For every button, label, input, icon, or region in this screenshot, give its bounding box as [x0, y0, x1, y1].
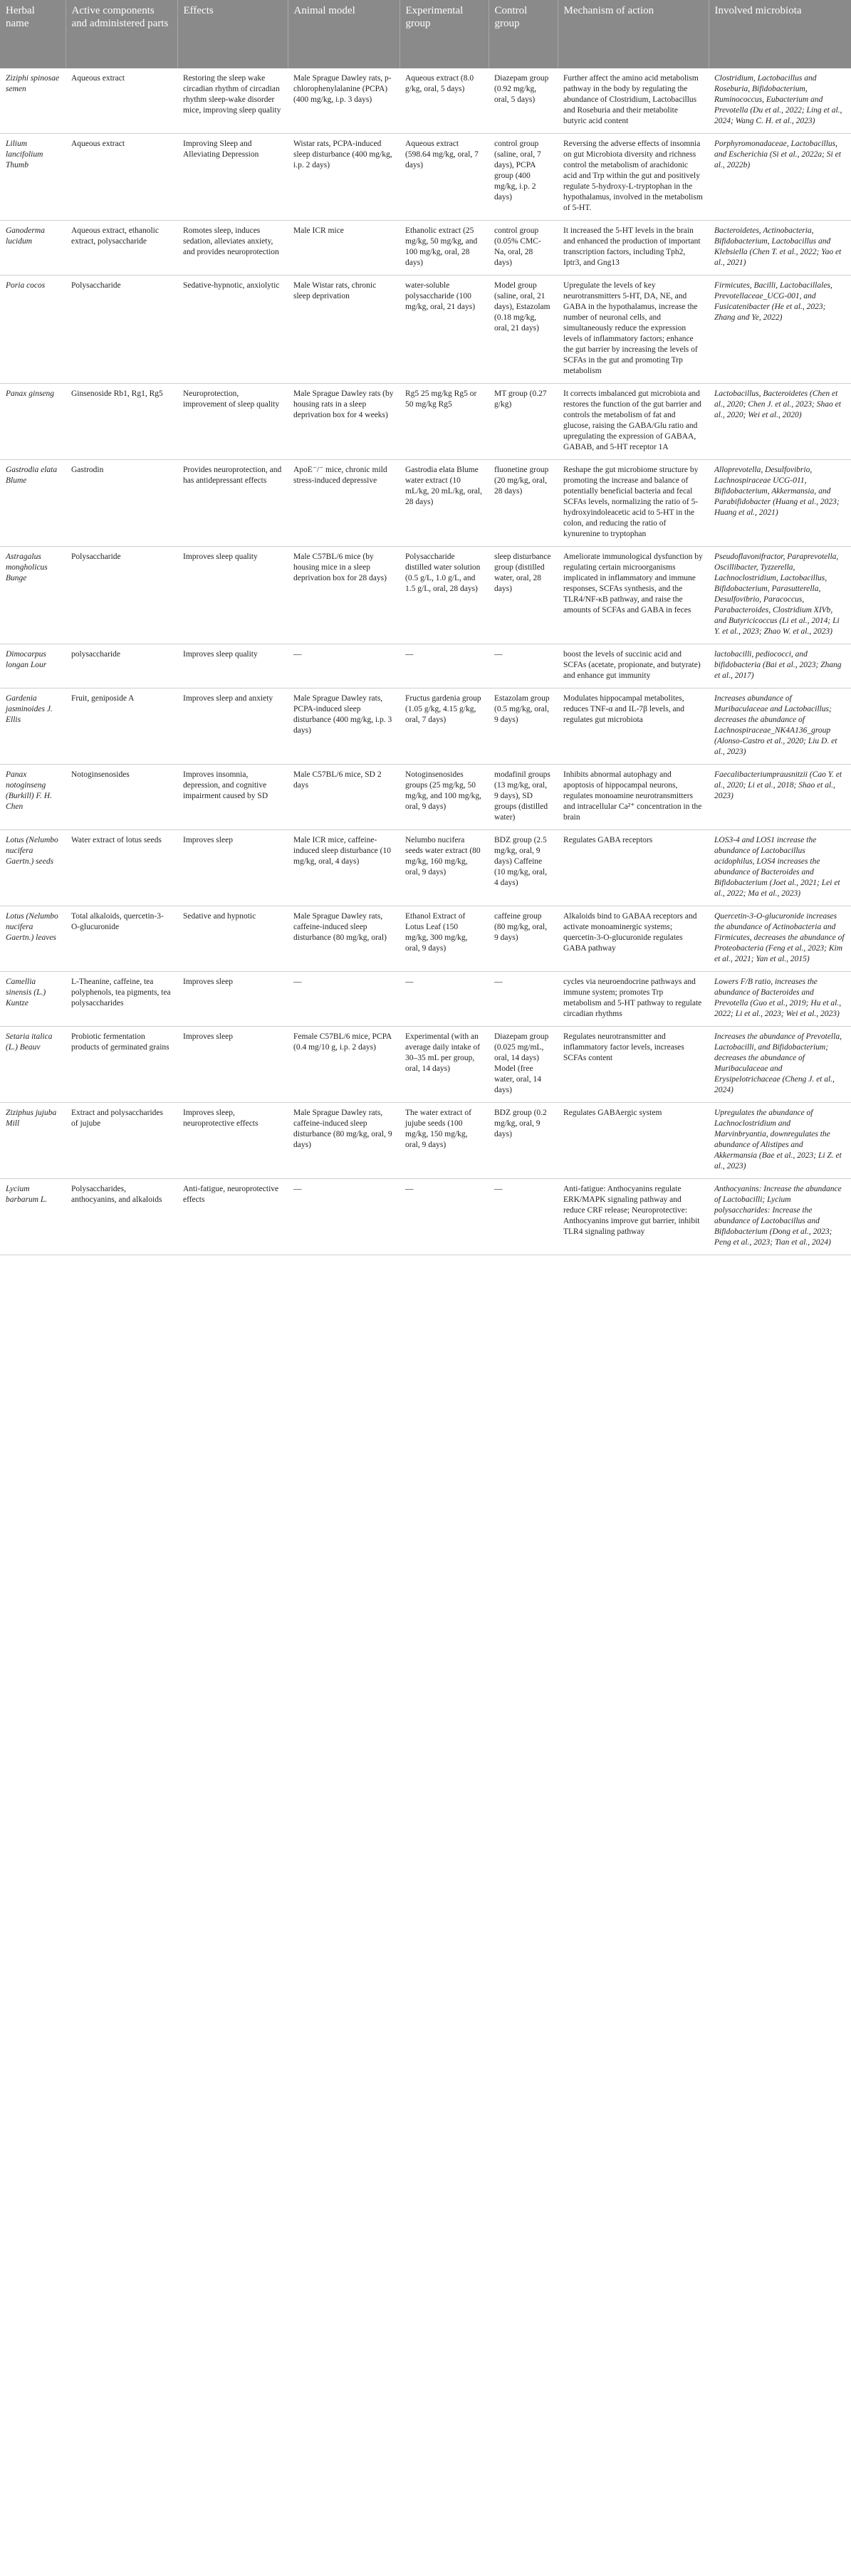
cell-microbiota: Alloprevotella, Desulfovibrio, Lachnospiraceae UCG-011, Bifidobacterium, Akkermansia, and Parabifidobacter (Huang et al., 2023; Huang et al., 2021) — [709, 460, 851, 547]
header-mechanism: Mechanism of action — [558, 0, 709, 68]
header-herbal-name: Herbal name — [0, 0, 66, 68]
cell-control-group: — — [489, 1179, 558, 1255]
cell-animal-model: Male ICR mice, caffeine-induced sleep disturbance (10 mg/kg, oral, 4 days) — [288, 830, 400, 906]
cell-animal-model: Male C57BL/6 mice, SD 2 days — [288, 765, 400, 830]
cell-active-components: Extract and polysaccharides of jujube — [66, 1103, 177, 1179]
cell-microbiota: Quercetin-3-O-glucuronide increases the abundance of Actinobacteria and Firmicutes, decreases the abundance of Proteobacteria (Feng et al., 2023; Kim et al., 2021; Yan et al., 2015) — [709, 906, 851, 972]
table-row — [0, 276, 851, 384]
cell-microbiota: Porphyromonadaceae, Lactobacillus, and Escherichia (Si et al., 2022a; Si et al., 2022b) — [709, 134, 851, 221]
cell-animal-model: Male Sprague Dawley rats, caffeine-induced sleep disturbance (80 mg/kg, oral, 9 days) — [288, 1103, 400, 1179]
cell-experimental-group: The water extract of jujube seeds (100 mg/kg, 150 mg/kg, oral, 9 days) — [400, 1103, 489, 1179]
cell-animal-model: Male C57BL/6 mice (by housing mice in a sleep deprivation box for 28 days) — [288, 547, 400, 644]
cell-animal-model: — — [288, 972, 400, 1027]
cell-microbiota: Firmicutes, Bacilli, Lactobacillales, Prevotellaceae_UCG-001, and Fusicatenibacter (He et al., 2023; Zhang and Ye, 2022) — [709, 276, 851, 384]
cell-effects: Neuroprotection, improvement of sleep quality — [177, 384, 288, 460]
cell-control-group: sleep disturbance group (distilled water, oral, 28 days) — [489, 547, 558, 644]
cell-effects: Improves sleep, neuroprotective effects — [177, 1103, 288, 1179]
cell-mechanism: Ameliorate immunological dysfunction by regulating certain microorganisms implicated in inflammatory and immune responses, SCFAs synthesis, and the TLR4/NF-κB pathway, and raise the amounts of SCFAs and GABA in feces — [558, 547, 709, 644]
table-row — [0, 384, 851, 460]
cell-microbiota: Lowers F/B ratio, increases the abundance of Bacteroides and Prevotella (Guo et al., 2019; Hu et al., 2022; Li et al., 2023; Wei et al., 2023) — [709, 972, 851, 1027]
cell-control-group: fluonetine group (20 mg/kg, oral, 28 days) — [489, 460, 558, 547]
cell-experimental-group: Ethanolic extract (25 mg/kg, 50 mg/kg, and 100 mg/kg, oral, 28 days) — [400, 221, 489, 276]
header-microbiota: Involved microbiota — [709, 0, 851, 68]
cell-active-components: Polysaccharide — [66, 276, 177, 384]
cell-control-group: modafinil groups (13 mg/kg, oral, 9 days), SD groups (distilled water) — [489, 765, 558, 830]
table-row — [0, 688, 851, 765]
header-control-group: Control group — [489, 0, 558, 68]
table-row — [0, 1027, 851, 1103]
cell-mechanism: Reshape the gut microbiome structure by promoting the increase and balance of potentially beneficial bacteria and fecal SCFAs levels, normalizing the ratio of 5-hydroxyindoleacetic acid to 5-HT in the colon, and reducing the ratio of kynurenine to tryptophan — [558, 460, 709, 547]
cell-herbal-name: Lotus (Nelumbo nucifera Gaertn.) seeds — [0, 830, 66, 906]
cell-herbal-name: Lycium barbarum L. — [0, 1179, 66, 1255]
cell-microbiota: Faecalibacteriumprausnitzii (Cao Y. et al., 2020; Li et al., 2018; Shao et al., 2023) — [709, 765, 851, 830]
cell-control-group: — — [489, 972, 558, 1027]
cell-active-components: Aqueous extract — [66, 68, 177, 134]
table-row — [0, 644, 851, 688]
cell-mechanism: It corrects imbalanced gut microbiota and restores the function of the gut barrier and controls the metabolism of fat and glucose, raising the GABA/Glu ratio and upregulating the expression of GABAA, GABAB, and 5-HT receptor 1A — [558, 384, 709, 460]
cell-control-group: caffeine group (80 mg/kg, oral, 9 days) — [489, 906, 558, 972]
header-experimental-group: Experimental group — [400, 0, 489, 68]
cell-control-group: BDZ group (2.5 mg/kg, oral, 9 days) Caffeine (10 mg/kg, oral, 4 days) — [489, 830, 558, 906]
cell-mechanism: Reversing the adverse effects of insomnia on gut Microbiota diversity and richness control the metabolism of arachidonic acid and Trp within the gut and positively regulate 5-hydroxy-L-tryptophan in the hypothalamus, involved in the metabolism of 5-HT. — [558, 134, 709, 221]
cell-effects: Improves sleep — [177, 1027, 288, 1103]
cell-microbiota: Pseudoflavonifractor, Paraprevotella, Oscillibacter, Tyzzerella, Lachnoclostridium, Lactobacillus, Bifidobacterium, Parasutterella, Desulfovibrio, Paracoccus, Parabacteroides, Clostridium XIVb, and Butyricicoccus (Li et al., 2014; Li Y. et al., 2023; Zhao W. et al., 2023) — [709, 547, 851, 644]
cell-control-group: — — [489, 644, 558, 688]
cell-active-components: Polysaccharides, anthocyanins, and alkaloids — [66, 1179, 177, 1255]
cell-experimental-group: — — [400, 972, 489, 1027]
cell-effects: Improves sleep and anxiety — [177, 688, 288, 765]
cell-effects: Anti-fatigue, neuroprotective effects — [177, 1179, 288, 1255]
cell-animal-model: Female C57BL/6 mice, PCPA (0.4 mg/10 g, i.p. 2 days) — [288, 1027, 400, 1103]
cell-microbiota: Upregulates the abundance of Lachnoclostridium and Marvinbryantia, downregulates the abundance of Alistipes and Akkermansia (Bae et al., 2023; Li Z. et al., 2023) — [709, 1103, 851, 1179]
cell-experimental-group: Aqueous extract (598.64 mg/kg, oral, 7 days) — [400, 134, 489, 221]
header-animal-model: Animal model — [288, 0, 400, 68]
cell-active-components: Aqueous extract, ethanolic extract, polysaccharide — [66, 221, 177, 276]
cell-effects: Provides neuroprotection, and has antidepressant effects — [177, 460, 288, 547]
header-row — [0, 0, 851, 68]
cell-microbiota: Increases the abundance of Prevotella, Lactobacilli, and Bifidobacterium; decreases the abundance of Muribaculaceae and Erysipelotrichaceae (Cheng J. et al., 2024) — [709, 1027, 851, 1103]
cell-animal-model: Male Sprague Dawley rats, caffeine-induced sleep disturbance (80 mg/kg, oral) — [288, 906, 400, 972]
cell-herbal-name: Astragalus mongholicus Bunge — [0, 547, 66, 644]
cell-herbal-name: Lotus (Nelumbo nucifera Gaertn.) leaves — [0, 906, 66, 972]
cell-animal-model: Male Sprague Dawley rats, PCPA-induced sleep disturbance (400 mg/kg, i.p. 3 days) — [288, 688, 400, 765]
cell-herbal-name: Dimocarpus longan Lour — [0, 644, 66, 688]
cell-animal-model: Male Sprague Dawley rats (by housing rats in a sleep deprivation box for 4 weeks) — [288, 384, 400, 460]
cell-herbal-name: Ziziphi spinosae semen — [0, 68, 66, 134]
cell-experimental-group: Aqueous extract (8.0 g/kg, oral, 5 days) — [400, 68, 489, 134]
cell-active-components: Total alkaloids, quercetin-3-O-glucuronide — [66, 906, 177, 972]
cell-active-components: Gastrodin — [66, 460, 177, 547]
cell-animal-model: ApoE⁻/⁻ mice, chronic mild stress-induced depressive — [288, 460, 400, 547]
header-active-components: Active components and administered parts — [66, 0, 177, 68]
cell-herbal-name: Setaria italica (L.) Beauv — [0, 1027, 66, 1103]
table-row — [0, 906, 851, 972]
cell-herbal-name: Gardenia jasminoides J. Ellis — [0, 688, 66, 765]
cell-effects: Improves insomnia, depression, and cognitive impairment caused by SD — [177, 765, 288, 830]
cell-experimental-group: Rg5 25 mg/kg Rg5 or 50 mg/kg Rg5 — [400, 384, 489, 460]
cell-microbiota: Clostridium, Lactobacillus and Roseburia, Bifidobacterium, Ruminococcus, Eubacterium and Prevotella (Du et al., 2022; Ling et al., 2024; Wang C. H. et al., 2023) — [709, 68, 851, 134]
cell-control-group: control group (0.05% CMC-Na, oral, 28 days) — [489, 221, 558, 276]
cell-effects: Romotes sleep, induces sedation, alleviates anxiety, and provides neuroprotection — [177, 221, 288, 276]
cell-effects: Improving Sleep and Alleviating Depression — [177, 134, 288, 221]
cell-active-components: L-Theanine, caffeine, tea polyphenols, tea pigments, tea polysaccharides — [66, 972, 177, 1027]
cell-experimental-group: — — [400, 1179, 489, 1255]
cell-active-components: Probiotic fermentation products of germinated grains — [66, 1027, 177, 1103]
cell-effects: Sedative-hypnotic, anxiolytic — [177, 276, 288, 384]
table-row — [0, 1103, 851, 1179]
table-row — [0, 221, 851, 276]
cell-mechanism: Modulates hippocampal metabolites, reduces TNF-α and IL-7β levels, and regulates gut microbiota — [558, 688, 709, 765]
cell-effects: Sedative and hypnotic — [177, 906, 288, 972]
cell-mechanism: Alkaloids bind to GABAA receptors and activate monoaminergic systems; quercetin-3-O-glucuronide regulates GABA pathway — [558, 906, 709, 972]
header-effects: Effects — [177, 0, 288, 68]
herbal-table — [0, 0, 851, 1255]
table-row — [0, 547, 851, 644]
table-row — [0, 765, 851, 830]
cell-control-group: Diazepam group (0.025 mg/mL, oral, 14 days) Model (free water, oral, 14 days) — [489, 1027, 558, 1103]
cell-mechanism: Anti-fatigue: Anthocyanins regulate ERK/MAPK signaling pathway and reduce CRF release; Neuroprotective: Anthocyanins improve gut barrier, inhibit TLR4 signaling pathway — [558, 1179, 709, 1255]
cell-experimental-group: Gastrodia elata Blume water extract (10 mL/kg, 20 mL/kg, oral, 28 days) — [400, 460, 489, 547]
cell-experimental-group: Nelumbo nucifera seeds water extract (80 mg/kg, 160 mg/kg, oral, 9 days) — [400, 830, 489, 906]
cell-microbiota: LOS3-4 and LOS1 increase the abundance of Lactobacillus acidophilus, LOS4 increases the abundance of Bacteroides and Bifidobacterium (Joet al., 2021; Lei et al., 2022; Ma et al., 2023) — [709, 830, 851, 906]
cell-herbal-name: Ganoderma lucidum — [0, 221, 66, 276]
cell-mechanism: cycles via neuroendocrine pathways and immune system; promotes Trp metabolism and 5-HT pathway to regulate circadian rhythms — [558, 972, 709, 1027]
cell-microbiota: lactobacilli, pediococci, and bifidobacteria (Bai et al., 2023; Zhang et al., 2017) — [709, 644, 851, 688]
cell-mechanism: Regulates neurotransmitter and inflammatory factor levels, increases SCFAs content — [558, 1027, 709, 1103]
cell-herbal-name: Gastrodia elata Blume — [0, 460, 66, 547]
cell-active-components: polysaccharide — [66, 644, 177, 688]
cell-animal-model: Male ICR mice — [288, 221, 400, 276]
cell-herbal-name: Poria cocos — [0, 276, 66, 384]
cell-effects: Improves sleep quality — [177, 547, 288, 644]
cell-mechanism: Regulates GABA receptors — [558, 830, 709, 906]
cell-microbiota: Anthocyanins: Increase the abundance of Lactobacilli; Lycium polysaccharides: Increase the abundance of Lactobacillus and Bifidobacterium (Dong et al., 2023; Peng et al., 2023; Tian et al., 2024) — [709, 1179, 851, 1255]
cell-animal-model: Wistar rats, PCPA-induced sleep disturbance (400 mg/kg, i.p. 2 days) — [288, 134, 400, 221]
cell-effects: Improves sleep — [177, 830, 288, 906]
cell-herbal-name: Panax ginseng — [0, 384, 66, 460]
cell-active-components: Notoginsenosides — [66, 765, 177, 830]
cell-mechanism: It increased the 5-HT levels in the brain and enhanced the production of important transcription factors, including Tph2, Iptr3, and Gng13 — [558, 221, 709, 276]
cell-effects: Restoring the sleep wake circadian rhythm of circadian rhythm sleep-wake disorder mice, improving sleep quality — [177, 68, 288, 134]
cell-effects: Improves sleep quality — [177, 644, 288, 688]
cell-animal-model: — — [288, 1179, 400, 1255]
cell-experimental-group: water-soluble polysaccharide (100 mg/kg, oral, 21 days) — [400, 276, 489, 384]
cell-control-group: control group (saline, oral, 7 days), PCPA group (400 mg/kg, i.p. 2 days) — [489, 134, 558, 221]
cell-mechanism: Upregulate the levels of key neurotransmitters 5-HT, DA, NE, and GABA in the hypothalamus, increase the number of neuronal cells, and simultaneously reduce the expression levels of inflammatory factors; enhance the gut barrier by increasing the levels of SCFAs in the gut and promoting Trp metabolism — [558, 276, 709, 384]
table-row — [0, 1179, 851, 1255]
cell-herbal-name: Panax notoginseng (Burkill) F. H. Chen — [0, 765, 66, 830]
cell-experimental-group: Ethanol Extract of Lotus Leaf (150 mg/kg, 300 mg/kg, oral, 9 days) — [400, 906, 489, 972]
cell-control-group: MT group (0.27 g/kg) — [489, 384, 558, 460]
cell-herbal-name: Camellia sinensis (L.) Kuntze — [0, 972, 66, 1027]
cell-active-components: Aqueous extract — [66, 134, 177, 221]
cell-control-group: BDZ group (0.2 mg/kg, oral, 9 days) — [489, 1103, 558, 1179]
cell-mechanism: Inhibits abnormal autophagy and apoptosis of hippocampal neurons, regulates monoamine neurotransmitters and intracellular Ca²⁺ concentration in the brain — [558, 765, 709, 830]
cell-active-components: Ginsenoside Rb1, Rg1, Rg5 — [66, 384, 177, 460]
cell-control-group: Model group (saline, oral, 21 days), Estazolam (0.18 mg/kg, oral, 21 days) — [489, 276, 558, 384]
cell-microbiota: Increases abundance of Muribaculaceae and Lactobacillus; decreases the abundance of Lachnospiraceae_NK4A136_group (Alonso-Castro et al., 2020; Liu D. et al., 2023) — [709, 688, 851, 765]
table-row — [0, 460, 851, 547]
cell-experimental-group: Fructus gardenia group (1.05 g/kg, 4.15 g/kg, oral, 7 days) — [400, 688, 489, 765]
cell-experimental-group: Polysaccharide distilled water solution (0.5 g/L, 1.0 g/L, and 1.5 g/L, oral, 28 days) — [400, 547, 489, 644]
cell-control-group: Estazolam group (0.5 mg/kg, oral, 9 days) — [489, 688, 558, 765]
cell-mechanism: Regulates GABAergic system — [558, 1103, 709, 1179]
cell-effects: Improves sleep — [177, 972, 288, 1027]
cell-animal-model: Male Wistar rats, chronic sleep deprivation — [288, 276, 400, 384]
table-row — [0, 830, 851, 906]
cell-control-group: Diazepam group (0.92 mg/kg, oral, 5 days) — [489, 68, 558, 134]
table-row — [0, 972, 851, 1027]
cell-experimental-group: Notoginsenosides groups (25 mg/kg, 50 mg/kg, and 100 mg/kg, oral, 9 days) — [400, 765, 489, 830]
cell-herbal-name: Ziziphus jujuba Mill — [0, 1103, 66, 1179]
cell-animal-model: Male Sprague Dawley rats, p-chlorophenylalanine (PCPA) (400 mg/kg, i.p. 3 days) — [288, 68, 400, 134]
cell-experimental-group: Experimental (with an average daily intake of 30–35 mL per group, oral, 14 days) — [400, 1027, 489, 1103]
cell-active-components: Fruit, geniposide A — [66, 688, 177, 765]
cell-active-components: Polysaccharide — [66, 547, 177, 644]
table-row — [0, 68, 851, 134]
cell-animal-model: — — [288, 644, 400, 688]
cell-microbiota: Bacteroidetes, Actinobacteria, Bifidobacterium, Lactobacillus and Klebsiella (Chen T. et al., 2022; Yao et al., 2021) — [709, 221, 851, 276]
cell-mechanism: Further affect the amino acid metabolism pathway in the body by regulating the abundance of Clostridium, Lactobacillus and Roseburia and their metabolite butyric acid content — [558, 68, 709, 134]
cell-mechanism: boost the levels of succinic acid and SCFAs (acetate, propionate, and butyrate) and enhance gut immunity — [558, 644, 709, 688]
cell-microbiota: Lactobacillus, Bacteroidetes (Chen et al., 2020; Chen J. et al., 2023; Shao et al., 2020; Wei et al., 2020) — [709, 384, 851, 460]
cell-experimental-group: — — [400, 644, 489, 688]
table-row — [0, 134, 851, 221]
cell-active-components: Water extract of lotus seeds — [66, 830, 177, 906]
cell-herbal-name: Lilium lancifolium Thumb — [0, 134, 66, 221]
